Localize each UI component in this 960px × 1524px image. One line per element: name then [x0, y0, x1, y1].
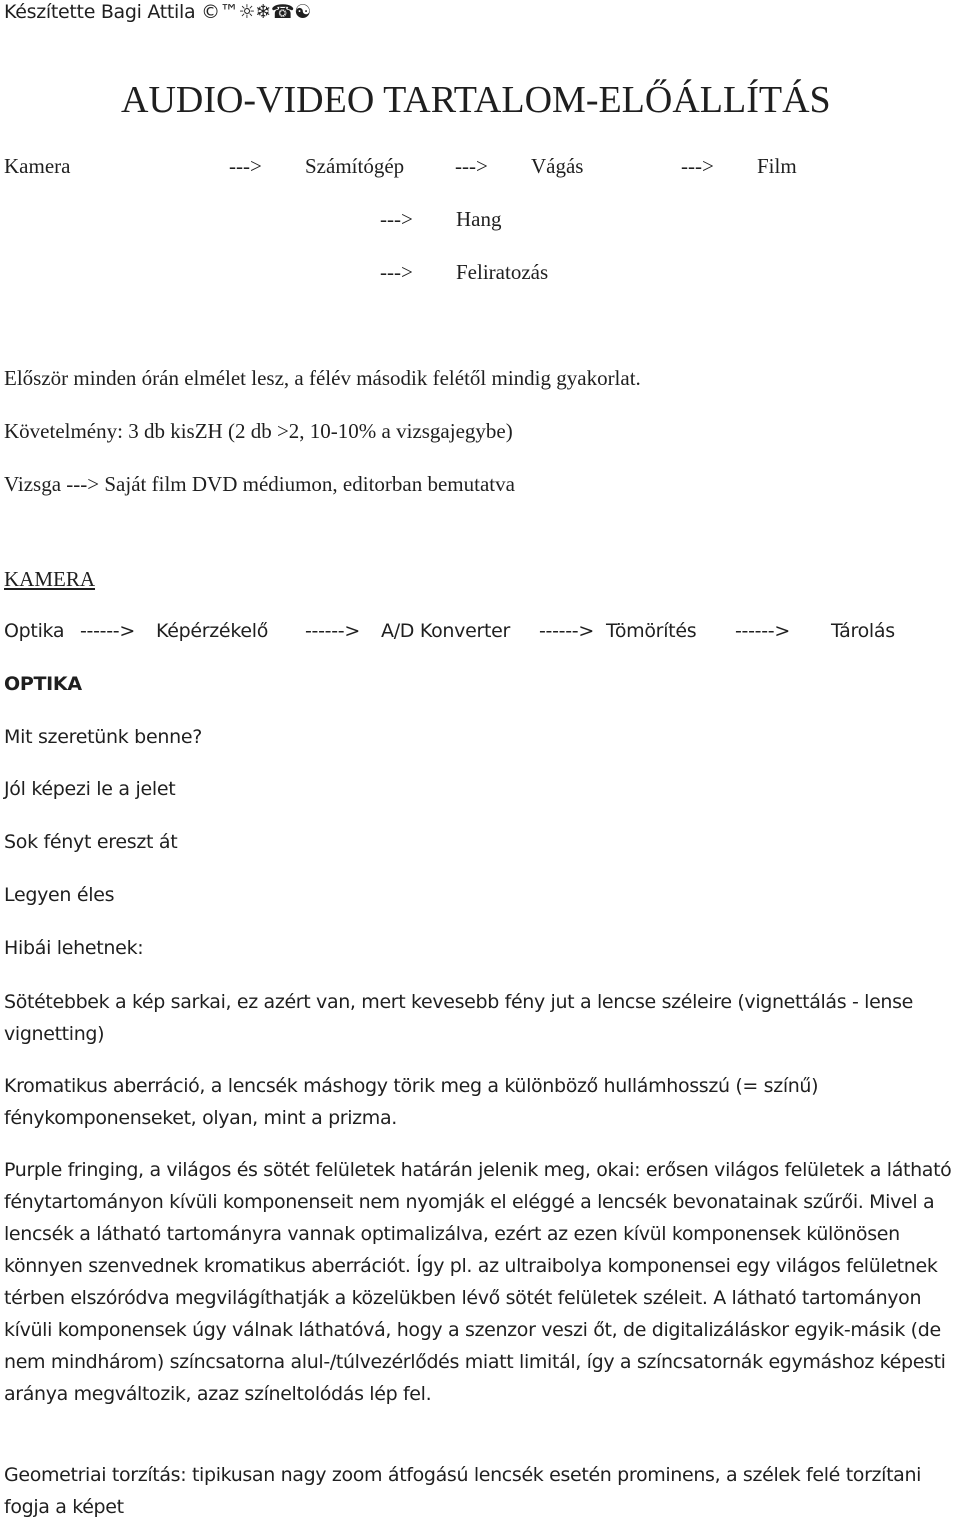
author-line: [4, 3, 311, 22]
want-item: Sok fényt ereszt át: [4, 831, 178, 853]
pipeline-vagas: Vágás: [531, 154, 584, 178]
chain-ad-konverter: A/D Konverter: [381, 620, 511, 642]
pipeline-arrow: --->: [455, 154, 488, 178]
chain-arrow: ------>: [539, 620, 594, 642]
chain-tomorites: Tömörítés: [606, 620, 697, 642]
author-name: Készítette Bagi Attila: [4, 1, 196, 23]
kamera-heading: KAMERA: [4, 567, 96, 591]
optika-heading: OPTIKA: [4, 673, 82, 695]
want-item: Legyen éles: [4, 884, 115, 906]
pipeline-szamitogep: Számítógép: [305, 154, 405, 178]
paragraph-purple-fringing: Purple fringing, a világos és sötét felületek határán jelenik meg, okai: erősen világos felületek a látható fénytartományon kívüli komponenseit nem nyomják el eléggé a lencsék bevonatainak szűrői. Mivel a lencsék a látható tartományra vannak optimalizálva, ezért az ezen kívül komponensek különösen könnyen szenvednek kromatikus aberrációt. Így pl. az ultraibolya komponensei egy világos felületnek térben elszóródva megvilágíthatják a közelükben lévő sötét felületek széleit. A látható tartományon kívüli komponensek úgy válnak láthatóvá, hogy a szenzor veszi őt, de digitalizáláskor egyik-másik (de nem mindhárom) színcsatorna alul-/túlvezérlődés miatt limitál, így a színcsatornák egymáshoz képesti aránya megváltozik, azaz színeltolódás lép fel.: [4, 1159, 952, 1405]
pipeline-film: Film: [757, 154, 797, 178]
paragraph-chromatic: Kromatikus aberráció, a lencsék máshogy törik meg a különböző hullámhosszú (= színű) fénykomponenseket, olyan, mint a prizma.: [4, 1075, 819, 1129]
chain-kepérzekelo: Képérzékelő: [156, 620, 269, 642]
decorative-symbols: ©™☼❄☎☯: [201, 1, 311, 23]
pipeline-hang: Hang: [456, 207, 502, 231]
page-title: AUDIO-VIDEO TARTALOM-ELŐÁLLÍTÁS: [121, 79, 831, 121]
intro-line: Vizsga ---> Saját film DVD médiumon, editorban bemutatva: [4, 472, 515, 496]
want-item: Jól képezi le a jelet: [4, 778, 176, 800]
chain-arrow: ------>: [735, 620, 790, 642]
intro-line: Követelmény: 3 db kisZH (2 db >2, 10-10% a vizsgajegybe): [4, 419, 513, 443]
chain-tarolas: Tárolás: [831, 620, 895, 642]
pipeline-feliratozas: Feliratozás: [456, 260, 549, 284]
optika-question: Mit szeretünk benne?: [4, 726, 202, 748]
pipeline-kamera: Kamera: [4, 154, 71, 178]
pipeline-arrow: --->: [681, 154, 714, 178]
chain-arrow: ------>: [80, 620, 135, 642]
pipeline-arrow: --->: [380, 260, 413, 284]
paragraph-geometric: Geometriai torzítás: tipikusan nagy zoom átfogású lencsék esetén prominens, a szélek felé torzítani fogja a képet: [4, 1464, 922, 1518]
intro-line: Először minden órán elmélet lesz, a félév második felétől mindig gyakorlat.: [4, 366, 641, 390]
errors-label: Hibái lehetnek:: [4, 937, 144, 959]
pipeline-arrow: --->: [380, 207, 413, 231]
chain-optika: Optika: [4, 620, 65, 642]
paragraph-vignetting: Sötétebbek a kép sarkai, ez azért van, mert kevesebb fény jut a lencse széleire (vignettálás - lense vignetting): [4, 991, 913, 1045]
chain-arrow: ------>: [305, 620, 360, 642]
pipeline-arrow: --->: [229, 154, 262, 178]
